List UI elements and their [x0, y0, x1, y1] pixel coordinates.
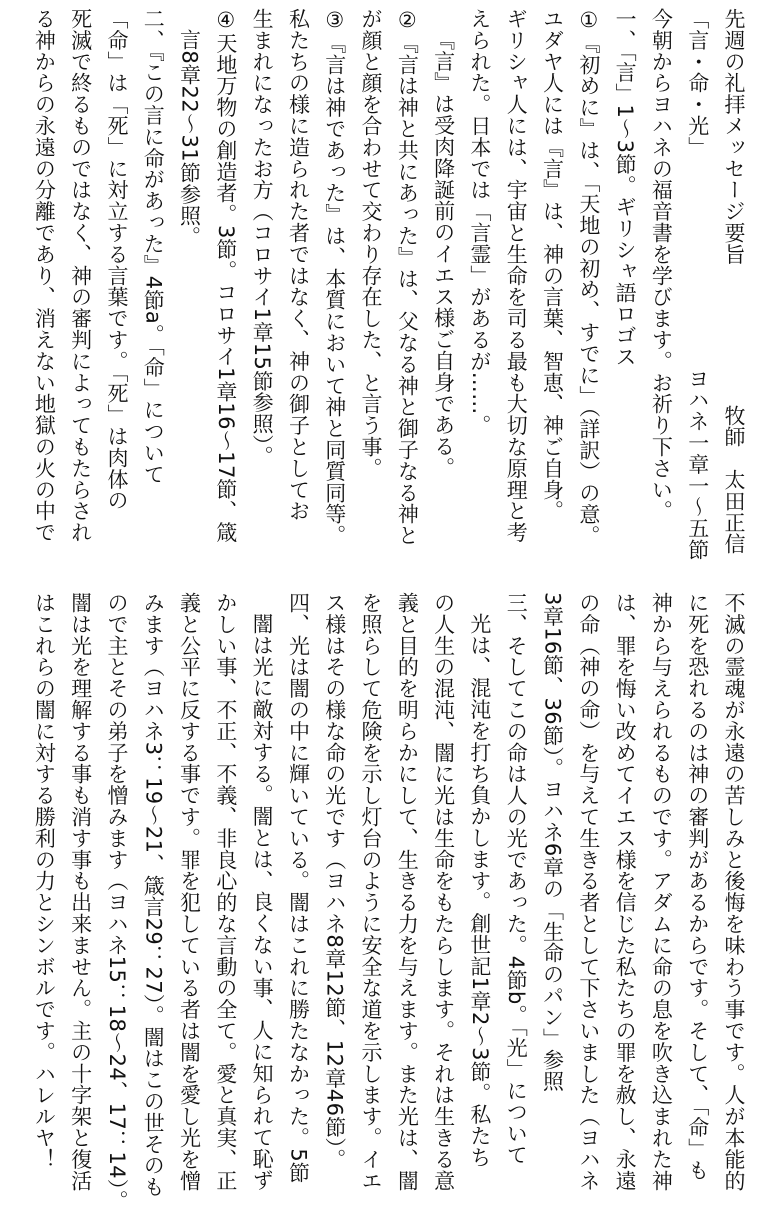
text-line: ので主とその弟子を憎みます（ヨハネ15：18～24、17：14）。	[104, 592, 129, 1211]
text-line: 今朝からヨハネの福音書を学びます。お祈り下さい。	[649, 8, 674, 522]
text-line: 闇は光を理解する事も消す事も出来ません。主の十字架と復活	[68, 592, 93, 1192]
text-line: 四、光は闇の中に輝いている。闇はこれに勝たなかった。5節	[286, 592, 311, 1184]
text-line: 三、そしてこの命は人の光であった。4節b。「光」について	[504, 592, 529, 1166]
text-line: 二、『この言に命があった』4節a。「命」について	[141, 8, 166, 485]
text-line: 光は、混沌を打ち負かします。創世記1章2～3節。私たち	[467, 613, 492, 1168]
text-line: ス様はその様な命の光です（ヨハネ8章12節、12章46節）。	[322, 592, 347, 1171]
text-line: ②『言は神と共にあった』は、父なる神と御子なる神と	[395, 8, 420, 546]
pastor-name: 牧師 太田正信	[722, 404, 746, 555]
text-line: みます（ヨハネ3：19～21、箴言29：27）。闇はこの世そのも	[141, 592, 166, 1198]
text-line: 『言』は受肉降誕前のイエス様ご自身である。	[431, 29, 456, 479]
text-line: の命（神の命）を与えて生きる者として下さいました（ヨハネ	[576, 592, 601, 1192]
scripture-reference: ヨハネ一章一～五節	[685, 367, 710, 561]
text-line: えられた。日本では「言霊」があるが……。	[467, 8, 492, 436]
text-line: ギリシャ人には、宇宙と生命を司る最も大切な原理と考	[504, 8, 529, 543]
sermon-title-row	[679, 8, 715, 561]
text-line: 言8章22～31節参照。	[177, 29, 202, 248]
bulletin-heading-row	[716, 8, 752, 555]
text-line: 私たちの様に造られた者ではなく、神の御子としてお	[286, 8, 311, 522]
text-line: は、罪を悔い改めてイエス様を信じた私たちの罪を赦し、永遠	[613, 592, 638, 1192]
text-line: 死滅で終るものではなく、神の審判によってもたらされ	[68, 8, 93, 543]
text-line: 義と目的を明らかにして、生きる力を与えます。また光は、闇	[395, 592, 420, 1192]
text-line: 不滅の霊魂が永遠の苦しみと後悔を味わう事です。人が本能的	[722, 592, 746, 1192]
bulletin-heading: 先週の礼拝メッセージ要旨	[722, 8, 746, 265]
text-line: 一、「言」1～3節。ギリシャ語ロゴス	[613, 8, 638, 368]
text-line: 「命」は「死」に対立する言葉です。「死」は肉体の	[104, 8, 129, 512]
sermon-summary-top	[26, 8, 752, 561]
text-line: が顔と顔を合わせて交わり存在した、と言う事。	[359, 8, 384, 479]
text-line: 闇は光に敵対する。闇とは、良くない事、人に知られて恥ず	[250, 613, 275, 1191]
text-line: ユダヤ人には『言』は、神の言葉、智恵、神ご自身。	[540, 8, 565, 522]
text-line: を照らして危険を示し灯台のように安全な道を示します。イエ	[359, 592, 384, 1192]
text-line: 3章16節、36節）。ヨハネ6章の「生命のパン」参照	[540, 592, 565, 1093]
sermon-title: 「言・命・光」	[685, 8, 710, 158]
text-line: に死を恐れるのは神の審判があるからです。そして、「命」も	[685, 592, 710, 1181]
text-line: ①『初めに』は、「天地の初め、すでに」（詳訳）の意。	[576, 8, 601, 547]
text-line: かしい事、不正、不義、非良心的な言動の全て。愛と真実、正	[213, 592, 238, 1192]
text-line: 生まれになったお方（コロサイ1章15節参照）。	[250, 8, 275, 467]
text-line: る神からの永遠の分離であり、消えない地獄の火の中で	[32, 8, 57, 543]
text-line: の人生の混沌、闇に光は生命をもたらします。それは生きる意	[431, 592, 456, 1192]
sermon-summary-bottom	[26, 592, 752, 1211]
text-line: はこれらの闇に対する勝利の力とシンボルです。ハレルヤ！	[32, 592, 57, 1170]
text-line: ③『言は神であった』は、本質において神と同質同等。	[322, 8, 347, 546]
text-line: ④天地万物の創造者。3節。コロサイ1章16～17節、箴	[213, 8, 238, 543]
text-line: 義と公平に反する事です。罪を犯している者は闇を愛し光を憎	[177, 592, 202, 1192]
text-line: 神から与えられるものです。アダムに命の息を吹き込まれた神	[649, 592, 674, 1192]
